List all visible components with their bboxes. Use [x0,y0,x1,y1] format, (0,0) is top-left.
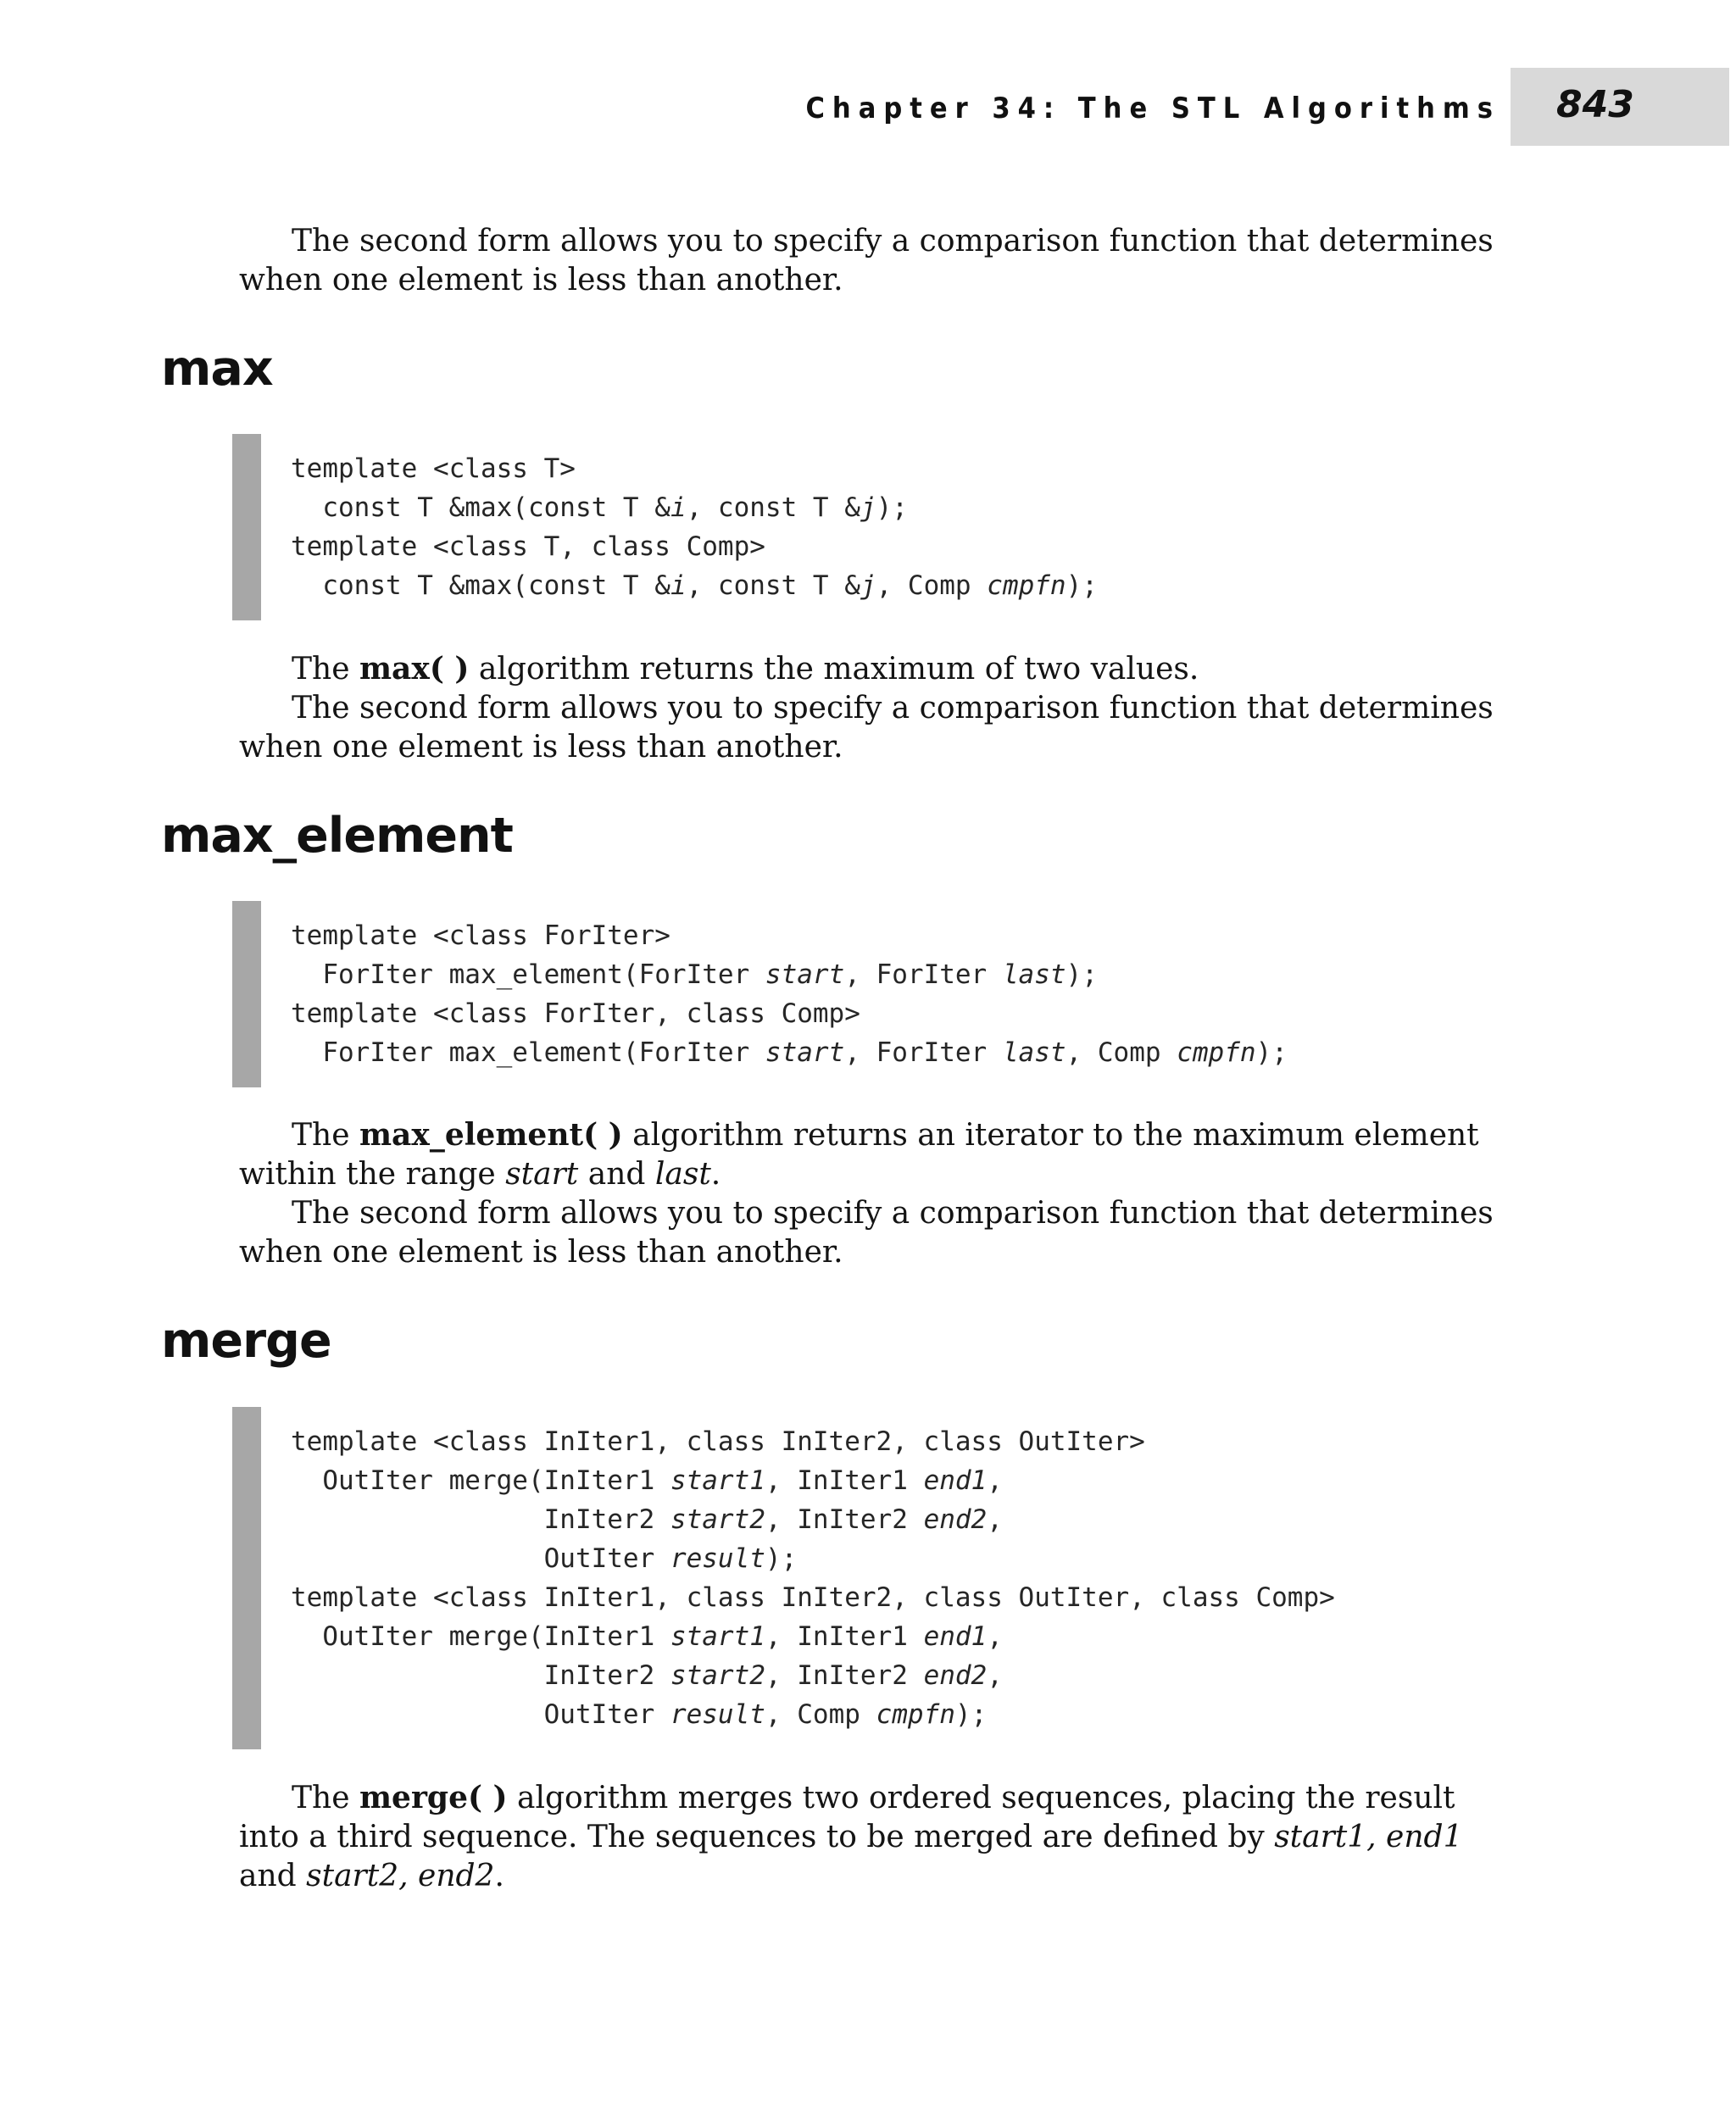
italic-term: last [654,1157,711,1192]
paragraph [239,689,1511,767]
italic-term: j [860,492,876,523]
max-description [239,649,1511,767]
italic-term: end2 [923,1504,988,1535]
text-run: , InIter2 [765,1660,924,1691]
text-run: const T &max(const T & [291,570,670,601]
italic-term: i [670,492,687,523]
text-run: The second form allows you to specify a comparison function that determines when one element is less than another. [239,691,1494,764]
text-run: ); [954,1699,988,1730]
page-number: 843 [1556,83,1634,126]
text-run: , Comp [765,1699,876,1730]
code-line [291,1695,1335,1734]
code-line [291,994,1288,1033]
text-run: The second form allows you to specify a comparison function that determines when one element is less than another. [239,224,1494,297]
text-run: , const T & [686,570,860,601]
text-run: OutIter [291,1543,670,1574]
running-header: Chapter 34: The STL Algorithms [805,92,1500,125]
text-run: template <class T> [291,453,576,484]
code-line [291,449,1098,488]
section-heading-max-element: max_element [161,808,513,864]
text-run: template <class ForIter> [291,920,670,951]
text-run: , [987,1465,1003,1496]
section-heading-max: max [161,341,273,397]
text-run: , InIter2 [765,1504,924,1535]
max-element-description [239,1115,1511,1272]
text-run: , ForIter [844,959,1003,990]
code-line [291,1422,1335,1461]
text-run: template <class T, class Comp> [291,531,765,562]
text-run: The second form allows you to specify a comparison function that determines when one element is less than another. [239,1196,1494,1270]
italic-term: start [505,1157,579,1192]
text-run: The [292,1781,359,1815]
text-run: ); [1255,1037,1288,1068]
text-run: ForIter max_element(ForIter [291,1037,765,1068]
italic-term: start2 [670,1660,765,1691]
code-line [291,527,1098,566]
text-run: ); [876,492,908,523]
text-run: . [710,1157,721,1192]
code-line [291,488,1098,527]
code-block-bar [232,901,261,1087]
text-run: ); [1066,959,1098,990]
text-run: InIter2 [291,1504,670,1535]
text-run: algorithm returns an iterator to the maximum element within the range [239,1118,1479,1192]
italic-term: end1 [923,1621,988,1652]
intro-text [239,222,1511,300]
italic-term: result [670,1699,765,1730]
code-block-max [291,449,1098,605]
italic-term: end1 [923,1465,988,1496]
italic-term: cmpfn [987,570,1066,601]
code-line [291,1500,1335,1539]
italic-term: cmpfn [876,1699,955,1730]
italic-term: start2 [670,1504,765,1535]
italic-term: start [765,959,845,990]
paragraph [239,1115,1511,1194]
code-line [291,1539,1335,1578]
text-run: template <class InIter1, class InIter2, class OutIter, class Comp> [291,1582,1335,1613]
italic-term: start1 [670,1621,765,1652]
text-run: OutIter merge(InIter1 [291,1621,670,1652]
text-run: , [987,1660,1003,1691]
text-run: The [292,652,359,687]
text-run: , InIter1 [765,1621,924,1652]
text-run: . [494,1859,504,1893]
text-run: , ForIter [844,1037,1003,1068]
italic-term: cmpfn [1177,1037,1256,1068]
merge-description [239,1778,1511,1896]
bold-term: max_element( ) [359,1117,623,1153]
text-run: , Comp [876,570,988,601]
italic-term: start [765,1037,845,1068]
text-run: template <class InIter1, class InIter2, class OutIter> [291,1426,1145,1457]
text-run: InIter2 [291,1660,670,1691]
code-block-merge [291,1422,1335,1734]
code-line [291,1578,1335,1617]
text-run: ); [1066,570,1098,601]
text-run: OutIter merge(InIter1 [291,1465,670,1496]
italic-term: start2, end2 [306,1859,495,1893]
text-run: const T &max(const T & [291,492,670,523]
intro-paragraph [239,222,1511,300]
text-run: , const T & [686,492,860,523]
text-run: and [239,1859,307,1893]
italic-term: result [670,1543,765,1574]
code-block-bar [232,434,261,620]
code-line [291,916,1288,955]
code-line [291,1033,1288,1072]
text-run: The [292,1118,359,1153]
italic-term: start1 [670,1465,765,1496]
text-run: OutIter [291,1699,670,1730]
text-run: algorithm merges two ordered sequences, placing the result into a third sequence. The sequences to be merged are defined by [239,1781,1455,1854]
code-line [291,566,1098,605]
text-run: and [578,1157,655,1192]
code-line [291,1461,1335,1500]
paragraph [239,1194,1511,1272]
italic-term: i [670,570,687,601]
section-heading-merge: merge [161,1313,331,1369]
italic-term: start1, end1 [1274,1820,1463,1854]
text-run: ); [765,1543,798,1574]
bold-term: merge( ) [359,1780,508,1815]
text-run: , Comp [1066,1037,1177,1068]
italic-term: last [1002,959,1066,990]
code-block-max-element [291,916,1288,1072]
text-run: algorithm returns the maximum of two values. [469,652,1199,687]
italic-term: last [1002,1037,1066,1068]
code-line [291,955,1288,994]
italic-term: j [860,570,876,601]
text-run: , [987,1621,1003,1652]
text-run: , [987,1504,1003,1535]
italic-term: end2 [923,1660,988,1691]
text-run: , InIter1 [765,1465,924,1496]
code-line [291,1617,1335,1656]
code-block-bar [232,1407,261,1749]
text-run: ForIter max_element(ForIter [291,959,765,990]
text-run: template <class ForIter, class Comp> [291,998,860,1029]
bold-term: max( ) [359,651,470,687]
paragraph [239,1778,1511,1896]
paragraph [239,649,1511,689]
code-line [291,1656,1335,1695]
